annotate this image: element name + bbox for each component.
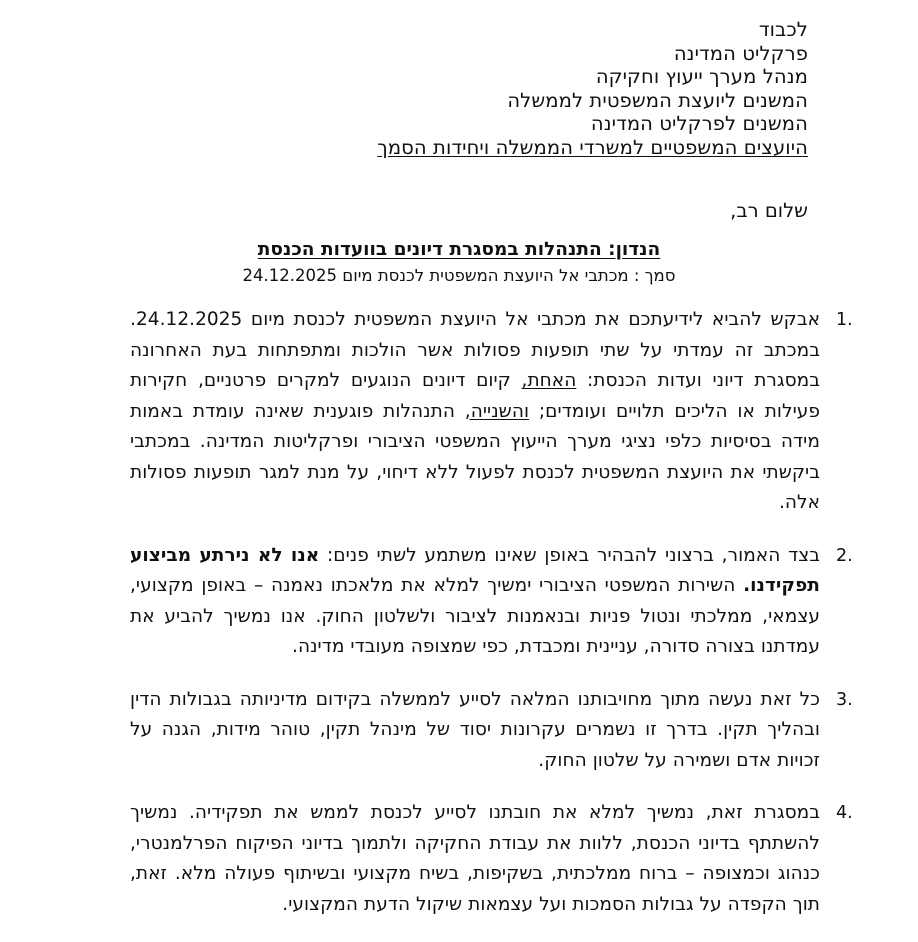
- paragraph-1-number: 1.: [836, 310, 853, 330]
- paragraph-1-text: [130, 305, 820, 519]
- paragraph-3: [130, 685, 866, 777]
- addressee-line-5: המשנים לפרקליט המדינה: [590, 112, 808, 135]
- paragraph-1-segment-5: התנהלות פוגענית שאינה עומדת באמות מידה בסיסיות כלפי נציגי מערך הייעוץ המשפטי הציבורי ופרקליטות המדינה. במכתבי ביקשתי את היועצת המשפטית לכנסת לפעול ללא דיחוי, על מנת למגר תופעות פסולות אלה.: [130, 400, 820, 513]
- paragraph-2-number: 2.: [836, 545, 853, 566]
- paragraph-2-segment-1: בצד האמור, ברצוני להבהיר באופן שאינו משתמע לשתי פנים:: [319, 544, 820, 566]
- reference-text: מכתבי אל היועצת המשפטית לכנסת מיום: [342, 266, 629, 285]
- paragraph-1-segment-2: האחת,: [521, 370, 577, 391]
- reference-line: [0, 265, 918, 286]
- addressee-line-4: המשנים ליועצת המשפטית לממשלה: [507, 88, 808, 112]
- paragraph-2-segment-2: אנו לא נירתע מביצוע תפקידנו.: [130, 544, 820, 596]
- addressee-line-6: היועצים המשפטיים למשרדי הממשלה ויחידות הסמך: [377, 135, 808, 159]
- paragraph-1-segment-1: אבקש להביא לידיעתכם את מכתבי אל היועצת המשפטית לכנסת מיום 24.12.2025. במכתב זה עמדתי על שתי תופעות פסולות אשר הולכות ומתפתחות בעת האחרונה במסגרת דיוני ועדות הכנסת:: [130, 309, 820, 391]
- paragraph-1-segment-3: קיום דיונים הנוגעים למקרים פרטניים, חקירות פעילות או הליכים תלויים ועומדים;: [130, 370, 820, 422]
- addressee-line-3: מנהל מערך ייעוץ וחקיקה: [595, 65, 808, 88]
- paragraph-3-number: 3.: [836, 689, 853, 710]
- paragraph-4: [130, 798, 866, 920]
- paragraph-4-number: 4.: [836, 803, 853, 823]
- greeting-text: שלום רב,: [730, 199, 808, 222]
- paragraph-1-segment-4: והשנייה,: [464, 400, 530, 422]
- addressee-line-2: פרקליט המדינה: [673, 41, 808, 65]
- paragraph-4-text: [130, 798, 820, 920]
- paragraph-3-segment-1: כל זאת נעשה מתוך מחויבותנו המלאה לסייע לממשלה בקידום מדיניותה בגבולות הדין ובהליך תקין. בדרך זו נשמרים עקרונות יסוד של מינהל תקין, טוהר מידות, הגנה על זכויות אדם ושמירה על שלטון החוק.: [130, 688, 820, 771]
- paragraph-2: [130, 541, 866, 663]
- paragraph-4-segment-1: במסגרת זאת, נמשיך למלא את חובתנו לסייע לכנסת לממש את תפקידיה. נמשיך להשתתף בדיוני הכנסת, ללוות את עבודת החקיקה ולתמוך בדיוני הפיקוח הפרלמנטרי, כנהוג וכמצופה – ברוח ממלכתית, בשקיפות, בשיח מקצועי ובשיתוף פעולה מלא. זאת, תוך הקפדה על גבולות הסמכות ועל עצמאות שיקול הדעת המקצועי.: [130, 802, 820, 915]
- document-body: [130, 305, 866, 942]
- paragraph-3-text: [130, 685, 820, 777]
- paragraph-2-text: [130, 541, 820, 663]
- paragraph-1: [130, 305, 866, 519]
- reference-label: סמך :: [633, 266, 676, 285]
- subject-title: הנדון: התנהלות במסגרת דיונים בוועדות הכנסת: [257, 239, 661, 260]
- addressee-block: [377, 18, 808, 159]
- reference-date: 24.12.2025: [242, 266, 337, 285]
- subject-block: [0, 238, 918, 286]
- addressee-line-1: לכבוד: [758, 18, 808, 41]
- paragraph-2-segment-3: השירות המשפטי הציבורי ימשיך למלא את מלאכתו נאמנה – באופן מקצועי, עצמאי, ממלכתי ונטול פניות ובנאמנות לציבור ולשלטון החוק. אנו נמשיך להביע את עמדתנו בצורה סדורה, עניינית ומכבדת, כפי שמצופה מעובדי מדינה.: [130, 575, 820, 657]
